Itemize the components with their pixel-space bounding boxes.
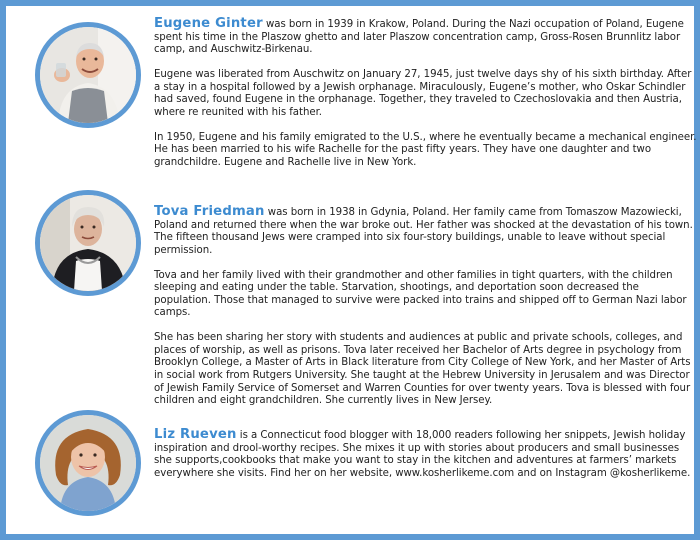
eugene-bio-paragraph: Eugene was liberated from Auschwitz on January 27, 1945, just twelve days shy of his sixth birthday. After a stay in a hospital followed by a Jewish orphanage. Miraculously, Eugene’s mother, who Oskar Schindler had saved, found Eugene in the orphanage. Together, they traveled to Czechoslovakia and then Austria, where re reunited with his father. [154, 69, 692, 118]
eugene-photo [35, 22, 141, 128]
eugene-bio-text: was born in 1939 in Krakow, Poland. During the Nazi occupation of Poland, Eugene spent his time in the Plaszow ghetto and later Plaszow concentration camp, Gross-Rosen Brunnlitz labor camp, and Auschwitz-Birkenau. [154, 19, 684, 56]
eugene-portrait-icon [40, 27, 136, 123]
tova-portrait-icon [40, 195, 136, 291]
eugene-bio-paragraph: In 1950, Eugene and his family emigrated to the U.S., where he eventually became a mechanical engineer. He has been married to his wife Rachelle for the past fifty years. They have one daughter and two grandchildre. Eugene and Rachelle live in New York. [154, 131, 697, 168]
tova-bio-paragraph: She has been sharing her story with students and audiences at public and private schools, colleges, and places of worship, as well as prisons. Tova later received her Bachelor of Arts degree in psychology from Brooklyn College, a Master of Arts in Black literature from City College of New York, and her Master of Arts in social work from Rutgers University. She taught at the Hebrew University in Jerusalem and was Director of Jewish Family Service of Somerset and Warren Counties for over twenty years. Tova is blessed with four children and eight grandchildren. She currently lives in New Jersey. [154, 332, 691, 407]
tova-photo [35, 190, 141, 296]
eugene-name: Eugene Ginter [154, 16, 263, 31]
liz-bio [154, 429, 698, 480]
tova-name: Tova Friedman [154, 204, 265, 219]
liz-photo [35, 410, 141, 516]
tova-bio [154, 206, 698, 408]
liz-portrait-icon [40, 415, 136, 511]
liz-name: Liz Rueven [154, 427, 237, 442]
liz-bio-text: is a Connecticut food blogger with 18,000 readers following her snippets, Jewish holiday inspiration and drool-worthy recipes. She mixes it up with stories about producers and small businesses she supports,cookbooks that make you want to stay in the kitchen and adventures at farmers’ markets everywhere she visits. Find her on her website, www.kosherlikeme.com and on Instagram @kosherlikeme. [154, 430, 691, 479]
eugene-bio [154, 18, 698, 169]
tova-bio-text: was born in 1938 in Gdynia, Poland. Her family came from Tomaszow Mazowiecki, Poland and returned there when the war broke out. Her father was shocked at the devastation of his town. The fifteen thousand Jews were cramped into six four-story buildings, unable to leave without special permission. [154, 207, 693, 256]
tova-bio-paragraph: Tova and her family lived with their grandmother and other families in tight quarters, with the children sleeping and eating under the table. Starvation, shootings, and deportation soon decreased the population. Those that managed to survive were packed into trains and shipped off to German Nazi labor camps. [154, 269, 687, 319]
